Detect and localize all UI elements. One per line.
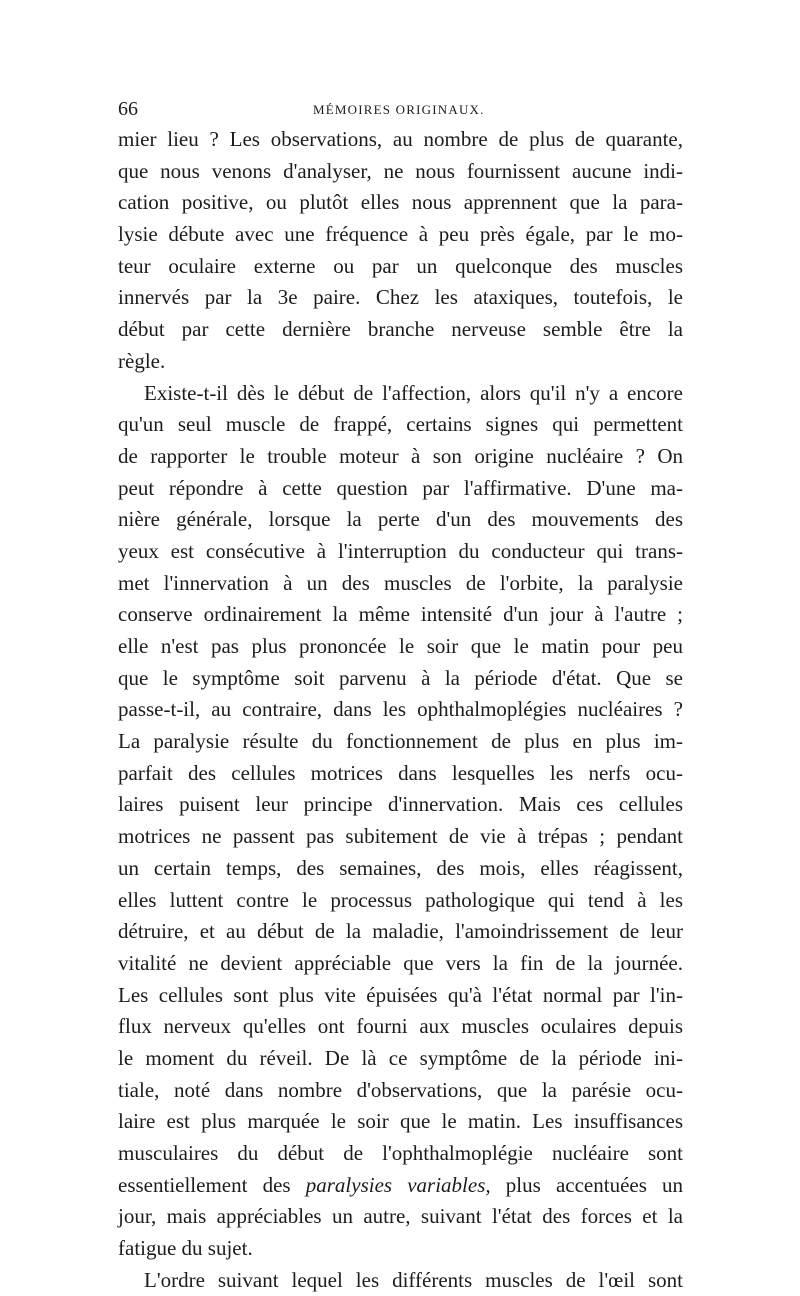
text-line: laire est plus marquée le soir que le matin. Les insuffisances xyxy=(118,1109,683,1134)
text-line: jour, mais appréciables un autre, suivant l'état des forces et la xyxy=(118,1204,683,1229)
text-line: règle. xyxy=(118,348,166,373)
text-line: La paralysie résulte du fonctionnement de plus en plus im- xyxy=(118,729,683,754)
page-header xyxy=(118,96,683,122)
text-line: laires puisent leur principe d'innervation. Mais ces cellules xyxy=(118,792,683,817)
text-line: elles luttent contre le processus pathologique qui tend à les xyxy=(118,887,683,912)
text-line: musculaires du début de l'ophthalmoplégie nucléaire sont xyxy=(118,1141,683,1165)
emphasized-text: paralysies variables, xyxy=(305,1172,491,1197)
text-line: passe-t-il, au contraire, dans les ophthalmoplégies nucléaires ? xyxy=(118,697,683,722)
text-line: de rapporter le trouble moteur à son origine nucléaire ? On xyxy=(118,443,683,468)
text-line: vitalité ne devient appréciable que vers la fin de la journée. xyxy=(118,950,683,975)
text-line: innervés par la 3e paire. Chez les ataxiques, toutefois, le xyxy=(118,285,683,310)
text-line: Les cellules sont plus vite épuisées qu'à l'état normal par l'in- xyxy=(118,982,683,1007)
text-line: yeux est consécutive à l'interruption du conducteur qui trans- xyxy=(118,538,683,563)
text-line: peut répondre à cette question par l'affirmative. D'une ma- xyxy=(118,475,683,500)
text-line: qu'un seul muscle de frappé, certains signes qui permettent xyxy=(118,412,683,437)
line-segment: plus accentuées un xyxy=(505,1172,684,1197)
text-line: flux nerveux qu'elles ont fourni aux muscles oculaires depuis xyxy=(118,1014,683,1039)
text-line: teur oculaire externe ou par un quelconque des muscles xyxy=(118,253,683,278)
text-line: fatigue du sujet. xyxy=(118,1236,253,1261)
text-line: le moment du réveil. De là ce symptôme de la période ini- xyxy=(118,1045,683,1070)
text-line: nière générale, lorsque la perte d'un des mouvements des xyxy=(118,507,683,532)
text-line xyxy=(118,1170,683,1202)
text-line: elle n'est pas plus prononcée le soir que le matin pour peu xyxy=(118,634,683,658)
text-line: détruire, et au début de la maladie, l'amoindrissement de leur xyxy=(118,919,683,944)
text-line: cation positive, ou plutôt elles nous apprennent que la para- xyxy=(118,190,683,215)
text-line: L'ordre suivant lequel les différents muscles de l'œil sont xyxy=(144,1267,683,1292)
text-line: Existe-t-il dès le début de l'affection, alors qu'il n'y a encore xyxy=(144,380,683,405)
text-line: lysie débute avec une fréquence à peu près égale, par le mo- xyxy=(118,222,683,247)
body-text xyxy=(118,124,683,1296)
page-number: 66 xyxy=(118,98,138,120)
text-line: motrices ne passent pas subitement de vie à trépas ; pendant xyxy=(118,824,683,849)
text-line: mier lieu ? Les observations, au nombre de plus de quarante, xyxy=(118,127,683,151)
text-line: conserve ordinairement la même intensité d'un jour à l'autre ; xyxy=(118,602,683,627)
text-line: parfait des cellules motrices dans lesquelles les nerfs ocu- xyxy=(118,760,683,785)
text-line: met l'innervation à un des muscles de l'orbite, la paralysie xyxy=(118,570,683,595)
text-line: début par cette dernière branche nerveuse semble être la xyxy=(118,317,683,342)
running-title: MÉMOIRES ORIGINAUX. xyxy=(313,102,485,117)
text-line: que nous venons d'analyser, ne nous fournissent aucune indi- xyxy=(118,158,683,183)
text-line: que le symptôme soit parvenu à la période d'état. Que se xyxy=(118,665,683,690)
text-line: un certain temps, des semaines, des mois, elles réagissent, xyxy=(118,855,683,880)
line-segment: essentiellement des xyxy=(118,1172,291,1197)
text-line: tiale, noté dans nombre d'observations, que la parésie ocu- xyxy=(118,1077,683,1102)
